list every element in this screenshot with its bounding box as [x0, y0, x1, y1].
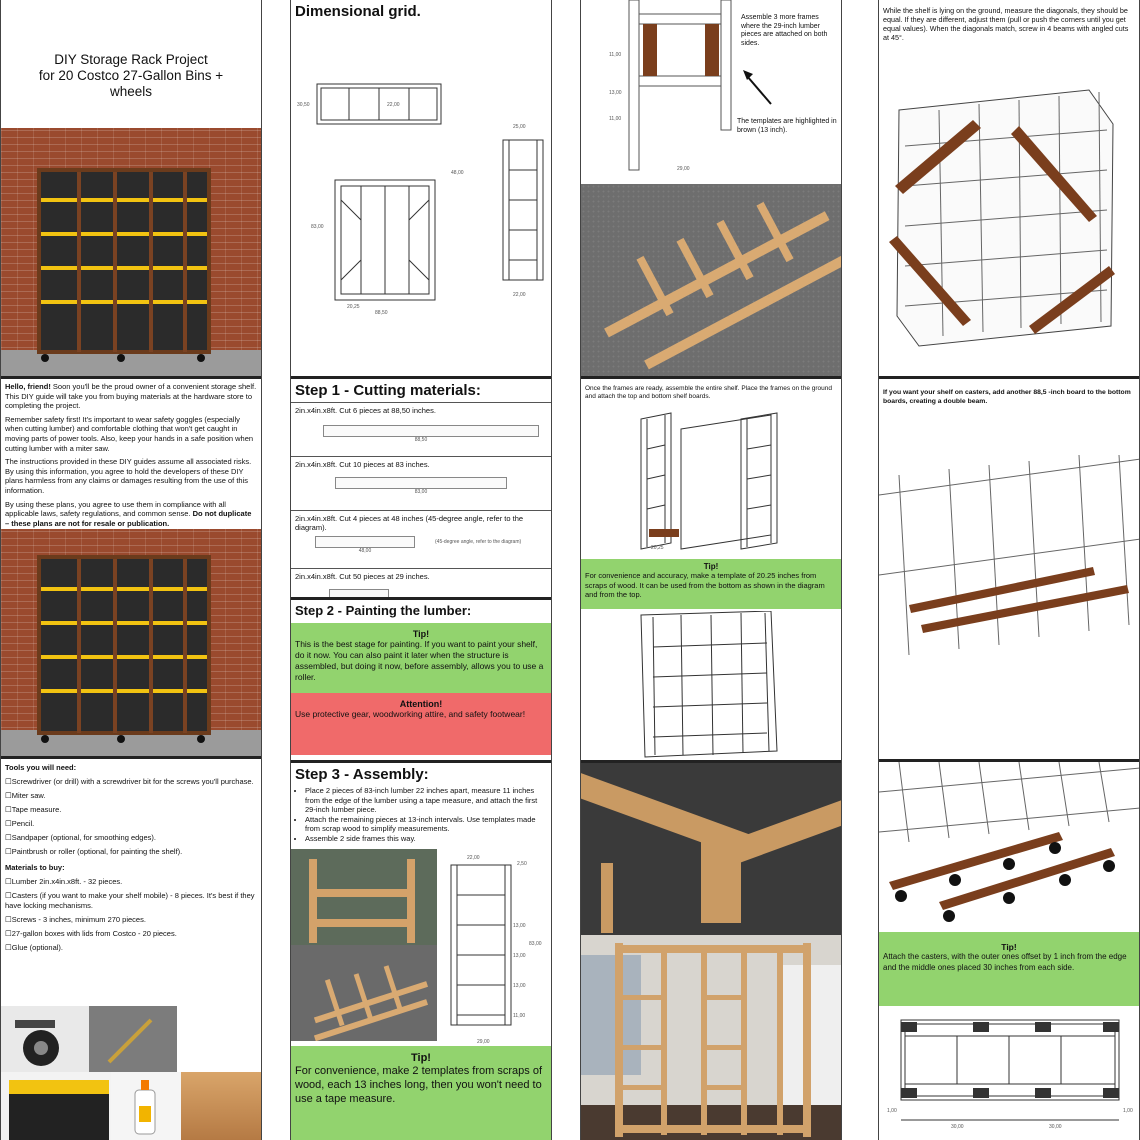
storage-rack-render	[1, 128, 261, 376]
lumber-diagram	[315, 536, 415, 548]
dim-label: 1,00	[1123, 1108, 1133, 1114]
page-column-4	[878, 0, 1140, 1140]
cut-dim: 88,50	[414, 437, 428, 443]
double-beam-drawing	[879, 455, 1139, 705]
cut-row	[291, 569, 551, 597]
dim-label: 20,25	[347, 304, 360, 310]
tool-item: ☐Sandpaper (optional, for smoothing edges).	[5, 833, 156, 842]
assembly-steps-list	[291, 786, 551, 844]
attention-text: Use protective gear, woodworking attire, and safety footwear!	[295, 709, 526, 719]
dimensional-grid-drawing	[291, 30, 551, 370]
side-frame-drawing	[441, 855, 551, 1045]
dimensional-grid-panel	[291, 0, 551, 376]
materials-heading: Materials to buy:	[5, 863, 65, 872]
intro-paragraph-4: By using these plans, you agree to use them in compliance with all applicable laws, safety regulations, and common sense.	[5, 499, 226, 519]
templates-tip-box	[291, 1046, 551, 1140]
storage-rack-render	[1, 529, 261, 756]
step3-panel	[291, 763, 551, 1140]
intro-paragraph-3: The instructions provided in these DIY guides assume all associated risks. By using this information, you agree to hold the developers of these DIY plans harmless from any claims or damages resulting from the use of this information.	[5, 457, 252, 495]
material-item: ☐Casters (if you want to make your shelf mobile) - 8 pieces. It's best if they have locking mechanisms.	[5, 891, 255, 910]
cover-render-image	[1, 128, 261, 376]
greeting: Hello, friend!	[5, 382, 51, 391]
dim-label: 83,00	[529, 941, 542, 947]
base-plan-drawing	[879, 1010, 1139, 1140]
casters-drawing	[879, 762, 1139, 932]
frames-row-drawing	[581, 611, 841, 760]
cut-dim: 48,00	[358, 548, 372, 554]
material-item: ☐Glue (optional).	[5, 943, 64, 952]
dim-label: 48,00	[451, 170, 464, 176]
tip-title: Tip!	[1001, 942, 1017, 952]
title-line-1: DIY Storage Rack Project	[54, 52, 208, 67]
tip-title: Tip!	[412, 629, 430, 639]
arrow-icon	[741, 68, 775, 113]
tool-item: ☐Pencil.	[5, 819, 35, 828]
dim-label: 30,00	[1049, 1124, 1062, 1130]
angle-note: (45-degree angle, refer to the diagram)	[435, 539, 522, 545]
assembly-step: • Attach the remaining pieces at 13-inch intervals. Use templates made from scrap wood to simplify measurements.	[305, 815, 547, 834]
tip-text: This is the best stage for painting. If you want to paint your shelf, do it now. You can also paint it later when the structure is assembled, but doing it now, before assembly, allows you to use a roller.	[295, 639, 544, 682]
attention-box	[291, 693, 551, 755]
step1-heading: Step 1 - Cutting materials:	[291, 379, 551, 403]
lumber-photo	[181, 1072, 261, 1140]
dim-label: 20,25	[651, 545, 664, 551]
dim-label: 25,00	[513, 124, 526, 130]
cut-instruction: 2in.x4in.x8ft. Cut 4 pieces at 48 inches (45-degree angle, refer to the diagram).	[295, 514, 524, 532]
dim-label: 11,00	[609, 116, 622, 122]
dim-label: 30,50	[297, 102, 310, 108]
dim-label: 22,00	[467, 855, 480, 861]
frame-drawing	[581, 0, 741, 184]
dim-label: 11,00	[609, 52, 622, 58]
tip-text: For convenience and accuracy, make a template of 20.25 inches from scraps of wood. It can be used from the bottom as shown in the diagram and from the top.	[585, 571, 825, 599]
assembly-step: • Assemble 2 side frames this way.	[305, 834, 547, 844]
page-column-3	[580, 0, 842, 1140]
material-item: ☐27-gallon boxes with lids from Costco - 20 pieces.	[5, 929, 177, 938]
title-line-3: wheels	[109, 84, 153, 99]
dim-label: 22,00	[513, 292, 526, 298]
frames-callout: Assemble 3 more frames where the 29-inch lumber pieces are attached on both sides.	[741, 14, 828, 47]
lumber-diagram	[323, 425, 539, 437]
cut-instruction: 2in.x4in.x8ft. Cut 10 pieces at 83 inches.	[295, 460, 430, 469]
assemble-text: Once the frames are ready, assemble the entire shelf. Place the frames on the ground and attach the top and bottom shelf boards.	[585, 385, 833, 400]
tip-text: Attach the casters, with the outer ones offset by 1 inch from the edge and the middle ones placed 30 inches from each side.	[883, 952, 1127, 972]
tip-title: Tip!	[703, 562, 719, 571]
wood-closeup-photo	[581, 763, 841, 935]
dim-label: 30,00	[951, 1124, 964, 1130]
dim-label: 88,50	[375, 310, 388, 316]
frames-standing-drawing	[581, 409, 841, 559]
tip-title: Tip!	[411, 1052, 431, 1064]
cut-row	[291, 403, 551, 457]
painting-tip-box	[291, 623, 551, 693]
lumber-diagram	[335, 477, 507, 489]
dim-label: 2,50	[517, 861, 527, 867]
diagonal-braces-drawing	[879, 76, 1139, 376]
cut-row	[291, 457, 551, 511]
title-line-2: for 20 Costco 27-Gallon Bins +	[38, 68, 224, 83]
dim-label: 29,00	[477, 1039, 490, 1045]
intro-paragraph-2: Remember safety first! It's important to wear safety goggles (especially when cutting lumber) and comfortable clothing that won't get caught in moving parts of power tools. Also, keep your hands in a safe position when cutting lumber with a miter saw.	[5, 414, 254, 453]
tool-item: ☐Screwdriver (or drill) with a screwdriver bit for the screws you'll purchase.	[5, 777, 254, 786]
dim-label: 11,00	[513, 1013, 526, 1019]
bin-photo	[1, 1072, 111, 1140]
dim-label: 13,00	[513, 953, 526, 959]
intro-paragraph-1: Soon you'll be the proud owner of a convenient storage shelf. This DIY guide will take you from buying materials at the hardware store to completing the project.	[5, 382, 257, 411]
cover-panel	[1, 0, 261, 376]
material-item: ☐Screws - 3 inches, minimum 270 pieces.	[5, 915, 146, 924]
diagonals-text: While the shelf is lying on the ground, measure the diagonals, they should be equal. If they are different, adjust them (pull or push the corners until you get equal values). When the diagonals match, screw in 4 beams with angled cuts at 45°.	[883, 6, 1129, 42]
frames-panel	[581, 0, 841, 376]
intro-panel	[1, 379, 261, 756]
dim-label: 29,00	[677, 166, 690, 172]
attention-title: Attention!	[399, 699, 443, 709]
glue-photo	[111, 1072, 181, 1140]
rack-render-image-2	[1, 529, 261, 756]
step2-panel	[291, 600, 551, 760]
cut-instruction: 2in.x4in.x8ft. Cut 6 pieces at 88,50 inches.	[295, 406, 436, 415]
page-column-2	[290, 0, 552, 1140]
no-duplicate-notice: Do not duplicate – these plans are not for resale or publication.	[5, 509, 252, 528]
cut-dim: 83,00	[414, 489, 428, 495]
ladder-frame-photo	[581, 184, 841, 376]
dim-label: 1,00	[887, 1108, 897, 1114]
tools-heading: Tools you will need:	[5, 763, 77, 772]
double-beam-panel	[879, 379, 1139, 759]
step1-panel	[291, 379, 551, 597]
dim-label: 22,00	[387, 102, 400, 108]
tools-materials-panel	[1, 759, 261, 1140]
page-column-1	[0, 0, 262, 1140]
assembly-step: • Place 2 pieces of 83-inch lumber 22 inches apart, measure 11 inches from the edge of the lumber using a tape measure, and attach the first 29-inch lumber piece.	[305, 786, 547, 815]
dim-label: 13,00	[513, 923, 526, 929]
casters-panel	[879, 762, 1139, 1140]
step3-heading: Step 3 - Assembly:	[295, 766, 429, 783]
tool-item: ☐Paintbrush or roller (optional, for painting the shelf).	[5, 847, 183, 856]
cut-row	[291, 511, 551, 569]
step2-heading: Step 2 - Painting the lumber:	[295, 603, 472, 618]
diagonals-panel	[879, 0, 1139, 376]
dim-label: 13,00	[609, 90, 622, 96]
dim-label: 13,00	[513, 983, 526, 989]
dim-label: 83,00	[311, 224, 324, 230]
tool-item: ☐Tape measure.	[5, 805, 62, 814]
tip-text: For convenience, make 2 templates from scraps of wood, each 13 inches long, then you won't need to use a tape measure.	[295, 1065, 542, 1105]
grid-heading: Dimensional grid.	[295, 3, 421, 20]
cover-title	[1, 0, 261, 100]
lumber-diagram	[329, 589, 389, 597]
templates-callout: The templates are highlighted in brown (13 inch).	[737, 118, 837, 134]
frame-assembly-photo	[291, 849, 437, 1041]
cut-instruction: 2in.x4in.x8ft. Cut 50 pieces at 29 inches.	[295, 572, 430, 581]
casters-tip-box	[879, 932, 1139, 1006]
assemble-panel	[581, 379, 841, 760]
tool-item: ☐Miter saw.	[5, 791, 46, 800]
screw-photo	[89, 1006, 177, 1072]
template-tip-box	[581, 559, 841, 609]
room-frame-photo	[581, 935, 841, 1140]
caster-photo	[1, 1006, 89, 1072]
material-item: ☐Lumber 2in.x4in.x8ft. - 32 pieces.	[5, 877, 123, 886]
double-beam-text: If you want your shelf on casters, add another 88,5 -inch board to the bottom boards, creating a double beam.	[883, 389, 1131, 405]
